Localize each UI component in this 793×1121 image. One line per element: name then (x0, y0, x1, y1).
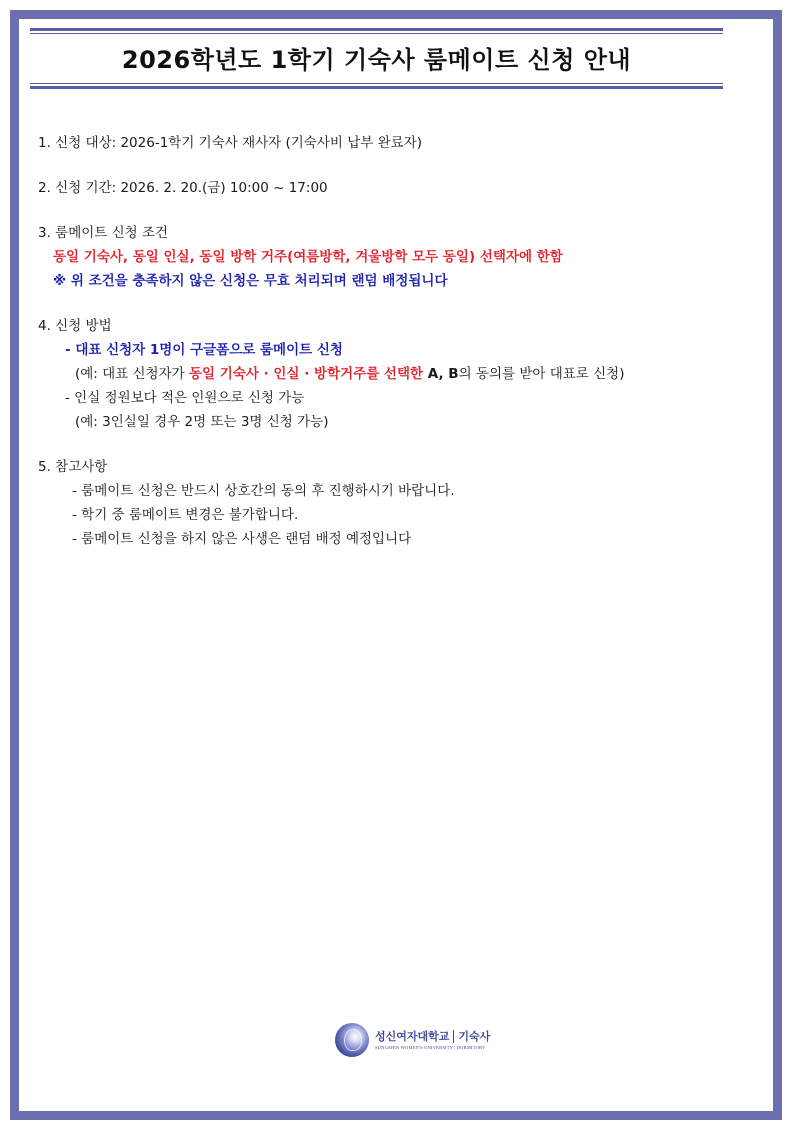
section-period (38, 176, 728, 200)
logo-text (375, 1030, 490, 1051)
logo-department-name: 기숙사 (458, 1029, 491, 1043)
method-item-fewer: - 인실 정원보다 적은 인원으로 신청 가능 (65, 390, 305, 406)
example-bold: A, B (423, 366, 459, 382)
period-text: 2. 신청 기간: 2026. 2. 20.(금) 10:00 ~ 17:00 (38, 180, 328, 196)
example-suffix: 의 동의를 받아 대표로 신청) (458, 366, 625, 382)
section-notes (38, 455, 728, 551)
conditions-requirement: 동일 기숙사, 동일 인실, 동일 방학 거주(여름방학, 겨울방학 모두 동일) 선택자에 한함 (53, 249, 563, 265)
logo-english: SUNGSHIN WOMEN'S UNIVERSITY | DORMITORY (375, 1044, 486, 1050)
logo-department-en: DORMITORY (456, 1044, 486, 1050)
document-body (38, 131, 728, 551)
document-title: 2026학년도 1학기 기숙사 룸메이트 신청 안내 (121, 46, 632, 74)
method-item-text: 대표 신청자 1명이 구글폼으로 룸메이트 신청 (75, 342, 343, 358)
section-conditions (38, 221, 728, 293)
method-item-dash: - (65, 342, 76, 358)
logo-divider (453, 1030, 454, 1043)
method-example-2: (예: 3인실일 경우 2명 또는 3명 신청 가능) (75, 414, 329, 430)
title-rule-bottom (30, 83, 723, 89)
section-eligibility (38, 131, 728, 155)
section-method (38, 314, 728, 434)
university-emblem-icon (335, 1023, 369, 1057)
logo-university-name: 성신여자대학교 (375, 1029, 450, 1043)
university-logo (335, 1021, 490, 1059)
conditions-warning: ※ 위 조건을 충족하지 않은 신청은 무효 처리되며 랜덤 배정됩니다 (53, 273, 448, 289)
eligibility-text: 1. 신청 대상: 2026-1학기 기숙사 재사자 (기숙사비 납부 완료자) (38, 135, 422, 151)
example-prefix: (예: 대표 신청자가 (75, 366, 189, 382)
example-emphasis: 동일 기숙사 · 인실 · 방학거주를 선택한 (188, 366, 424, 382)
logo-university-en: SUNGSHIN WOMEN'S UNIVERSITY (375, 1044, 453, 1050)
title-rule-top (30, 28, 723, 34)
conditions-heading: 3. 룸메이트 신청 조건 (38, 225, 169, 241)
method-item-representative (38, 338, 728, 362)
notes-heading: 5. 참고사항 (38, 459, 108, 475)
method-heading: 4. 신청 방법 (38, 318, 112, 334)
note-item: - 학기 중 룸메이트 변경은 불가합니다. (72, 507, 299, 523)
method-example-1 (38, 362, 728, 386)
note-item: - 룸메이트 신청은 반드시 상호간의 동의 후 진행하시기 바랍니다. (72, 483, 455, 499)
note-item: - 룸메이트 신청을 하지 않은 사생은 랜덤 배정 예정입니다 (72, 531, 412, 547)
